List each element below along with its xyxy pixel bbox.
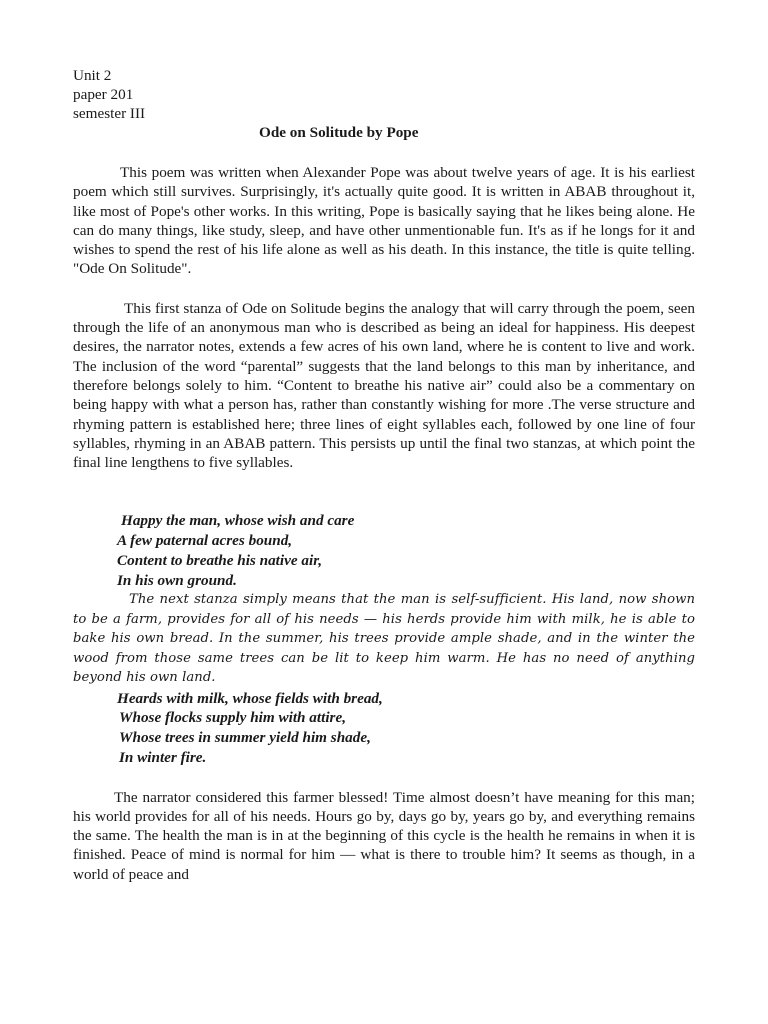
semester-label: semester III <box>73 105 146 122</box>
unit-label: Unit 2 <box>73 67 112 84</box>
stanza-one-line-2: A few paternal acres bound, <box>117 532 293 550</box>
document-title: Ode on Solitude by Pope <box>259 124 419 141</box>
stanza-two-line-2: Whose flocks supply him with attire, <box>119 709 346 727</box>
first-stanza-paragraph: This first stanza of Ode on Solitude begins the analogy that will carry through the poem, seen through the life of an anonymous man who is described as being an ideal for happiness. His deepest desires, the narrator notes, extends a few acres of his own land, where he is content to live and work. The inclusion of the word “parental” suggests that the land belongs to this man by inheritance, and therefore belongs solely to him. “Content to breathe his native air” could also be a commentary on being happy with what a person has, rather than constantly wishing for more .The verse structure and rhyming pattern is established here; three lines of eight syllables each, followed by one line of four syllables, rhyming in an ABAB pattern. This persists up until the final two stanzas, at which point the final line lengthens to five syllables. <box>73 299 695 472</box>
stanza-one-line-1: Happy the man, whose wish and care <box>121 512 355 530</box>
paper-label: paper 201 <box>73 86 134 103</box>
stanza-two-line-1: Heards with milk, whose fields with bread, <box>117 689 383 707</box>
narrator-paragraph: The narrator considered this farmer blessed! Time almost doesn’t have meaning for this man; his world provides for all of his needs. Hours go by, days go by, years go by, and everything remains the same. The health the man is in at the beginning of this cycle is the health he remains in when it is finished. Peace of mind is normal for him — what is there to trouble him? It seems as though, in a world of peace and <box>73 788 695 883</box>
document-page <box>73 66 695 884</box>
stanza-one-line-4: In his own ground. <box>117 571 237 589</box>
intro-paragraph: This poem was written when Alexander Pope was about twelve years of age. It is his earliest poem which still survives. Surprisingly, it's actually quite good. It is written in ABAB throughout it, like most of Pope's other works. In this writing, Pope is basically saying that he likes being alone. He can do many things, like study, sleep, and have other unmentionable fun. It's as if he longs for it and wishes to spend the rest of his life alone as well as his death. In this instance, the title is quite telling. "Ode On Solitude". <box>73 164 695 278</box>
next-stanza-commentary: The next stanza simply means that the man is self-sufficient. His land, now shown to be a farm, provides for all of his needs — his herds provide him with milk, he is able to bake his own bread. In the summer, his trees provide ample shade, and in the winter the wood from those same trees can be lit to keep him warm. He has no need of anything beyond his own land. <box>73 592 695 686</box>
poem-stanza-two <box>73 689 695 768</box>
stanza-two-line-4: In winter fire. <box>119 748 207 766</box>
stanza-one-line-3: Content to breathe his native air, <box>117 551 323 569</box>
stanza-two-line-3: Whose trees in summer yield him shade, <box>119 729 371 747</box>
poem-stanza-one <box>73 511 695 590</box>
